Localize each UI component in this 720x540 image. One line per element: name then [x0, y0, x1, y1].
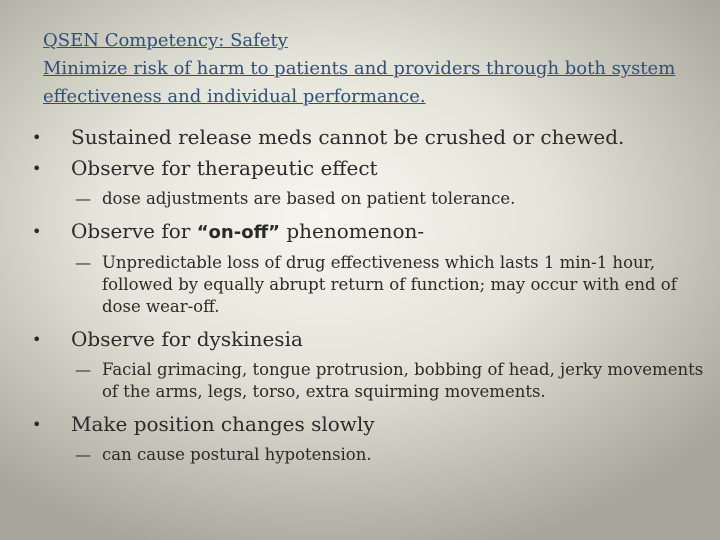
sub-bullet-item — [25, 188, 705, 210]
bullet-dot-icon: • — [32, 415, 42, 434]
dash-icon: — — [75, 189, 91, 208]
sub-bullet-text: can cause postural hypotension. — [102, 445, 372, 464]
bullet-text-post: phenomenon- — [279, 219, 425, 243]
sub-bullet-item — [25, 359, 705, 403]
dash-icon: — — [75, 445, 91, 464]
bullet-item — [25, 409, 705, 440]
bullet-text: Make position changes slowly — [71, 412, 375, 436]
slide-header — [43, 27, 683, 111]
bullet-dot-icon: • — [32, 159, 42, 178]
bullet-text: Sustained release meds cannot be crushed or chewed. — [71, 125, 625, 149]
on-off-highlight: “on-off” — [196, 222, 280, 243]
sub-bullet-item — [25, 444, 705, 466]
dash-icon: — — [75, 360, 91, 379]
slide-subtitle: Minimize risk of harm to patients and providers through both system effectiveness and individual performance. — [43, 58, 676, 107]
slide-title: QSEN Competency: Safety — [43, 30, 288, 51]
bullet-item — [25, 324, 705, 355]
sub-bullet-text: Unpredictable loss of drug effectiveness which lasts 1 min-1 hour, followed by equally abrupt return of function; may occur with end of dose wear-off. — [102, 253, 677, 316]
bullet-dot-icon: • — [32, 128, 42, 147]
bullet-list — [25, 122, 705, 472]
bullet-item — [25, 153, 705, 184]
bullet-dot-icon: • — [32, 330, 42, 349]
sub-bullet-item — [25, 252, 705, 318]
sub-bullet-text: dose adjustments are based on patient tolerance. — [102, 189, 516, 208]
bullet-text: Observe for dyskinesia — [71, 327, 303, 351]
bullet-item — [25, 216, 705, 248]
bullet-text: Observe for therapeutic effect — [71, 156, 378, 180]
bullet-item — [25, 122, 705, 153]
bullet-text-pre: Observe for — [71, 219, 197, 243]
bullet-dot-icon: • — [32, 222, 42, 241]
dash-icon: — — [75, 253, 91, 272]
sub-bullet-text: Facial grimacing, tongue protrusion, bobbing of head, jerky movements of the arms, legs, torso, extra squirming movements. — [102, 360, 704, 401]
